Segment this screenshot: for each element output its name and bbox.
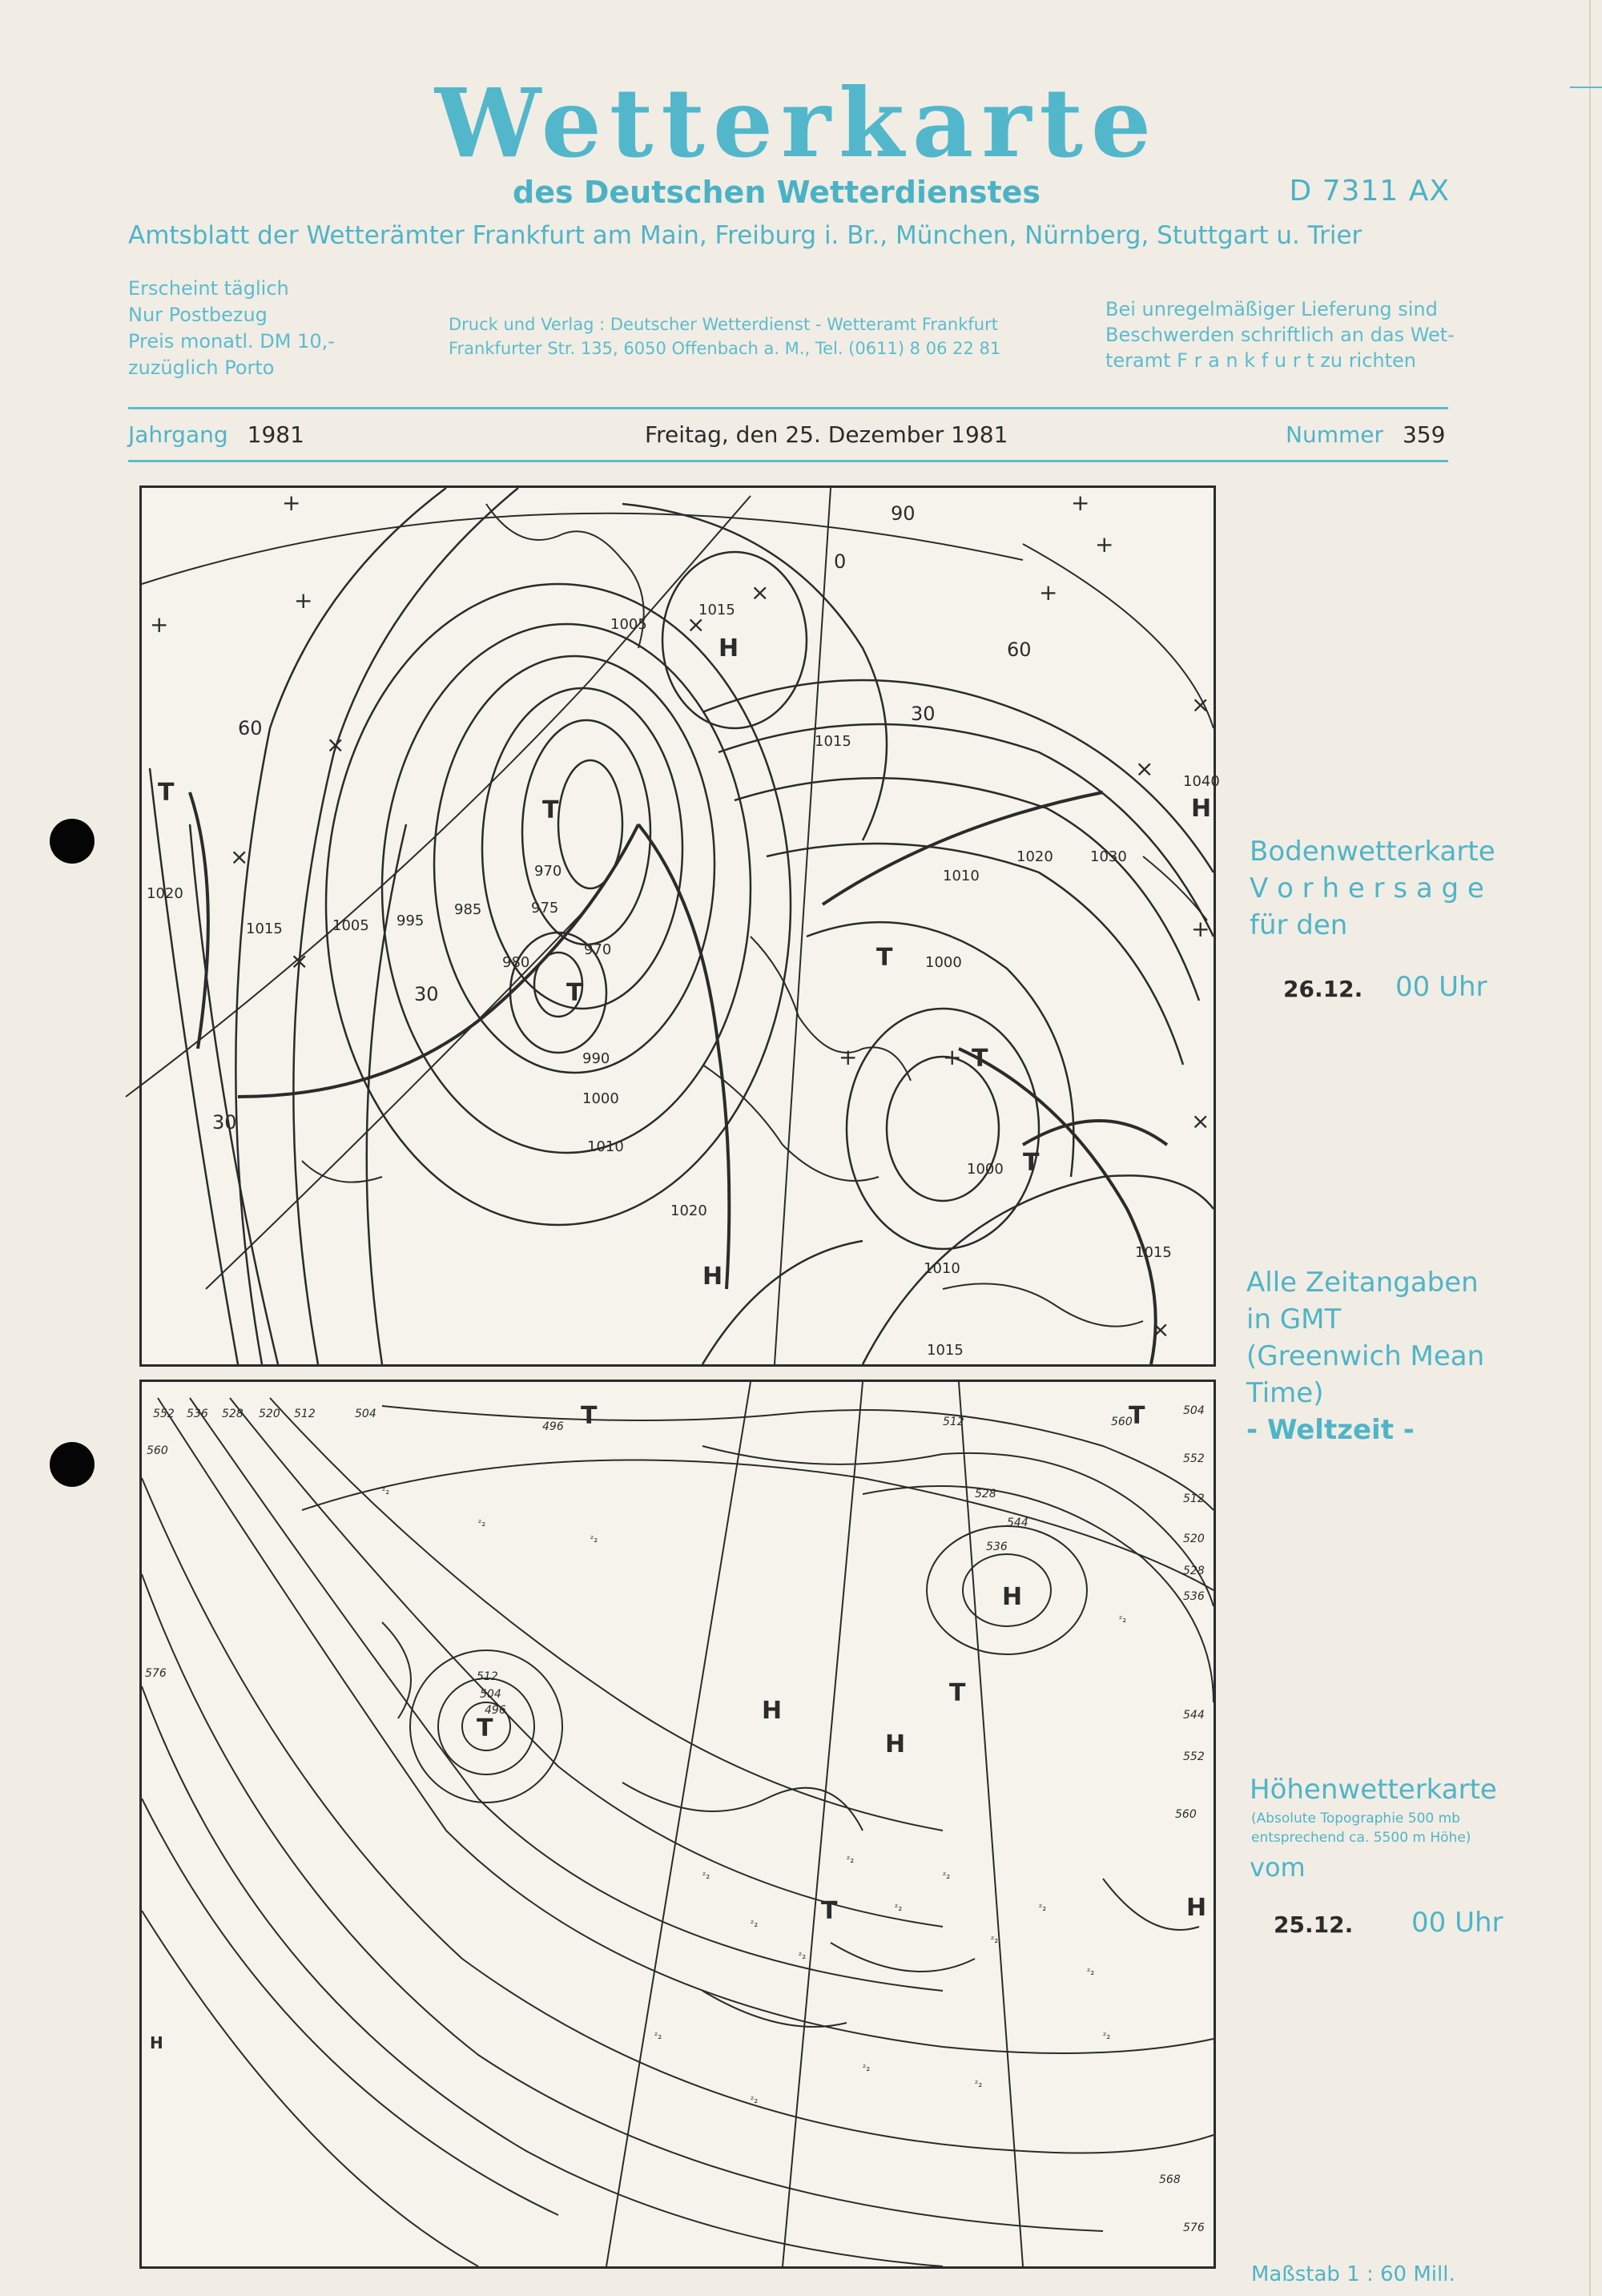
contour-label: 512 <box>943 1416 964 1428</box>
pressure-center: T <box>477 1714 493 1742</box>
surface-map <box>139 485 1220 1367</box>
jahrgang <box>128 421 304 448</box>
svg-text:+: + <box>839 1044 858 1070</box>
contour-label: 568 <box>1159 2173 1181 2186</box>
svg-text:×: × <box>1191 1108 1210 1134</box>
contour-label: 552 <box>153 1408 175 1420</box>
pressure-center: H <box>1186 1894 1207 1922</box>
svg-text:×: × <box>686 611 706 638</box>
punch-hole <box>50 819 95 864</box>
time-note-line: Alle Zeitangaben <box>1246 1267 1479 1299</box>
surface-map-forecast: V o r h e r s a g e <box>1250 872 1484 904</box>
time-note-line: in GMT <box>1246 1303 1342 1335</box>
pressure-center: H <box>702 1263 723 1291</box>
nummer-value: 359 <box>1402 421 1446 448</box>
svg-text:ᶻ₂: ᶻ₂ <box>991 1934 999 1945</box>
contour-label: 528 <box>975 1488 996 1500</box>
pressure-center: H <box>1002 1583 1023 1611</box>
isobar-label: 1015 <box>1135 1244 1172 1261</box>
upper-map-date: 25.12. <box>1274 1911 1354 1938</box>
punch-hole <box>50 1442 95 1487</box>
complaints-info <box>1105 296 1455 373</box>
svg-text:ᶻ₂: ᶻ₂ <box>847 1854 855 1865</box>
isobar-label: 1020 <box>670 1202 707 1219</box>
isobar-label: 990 <box>582 1050 610 1067</box>
time-note-line: Time) <box>1246 1377 1324 1409</box>
publisher-line: Druck und Verlag : Deutscher Wetterdienst - Wetteramt Frankfurt <box>449 315 998 334</box>
svg-text:×: × <box>1135 755 1154 782</box>
top-rule <box>128 407 1448 409</box>
svg-text:ᶻ₂: ᶻ₂ <box>943 1870 951 1881</box>
isobar-label: 1015 <box>815 733 851 750</box>
isobar-label: 1010 <box>943 868 980 884</box>
isobar-label: 1020 <box>147 885 183 902</box>
contour-label: 544 <box>1007 1517 1028 1529</box>
isobar-label: 1040 <box>1183 773 1220 790</box>
subscription-info <box>128 276 335 381</box>
svg-text:+: + <box>1095 531 1114 558</box>
masthead-code: D 7311 AX <box>1289 175 1450 207</box>
isobar-label: 970 <box>584 941 612 958</box>
contour-label: 544 <box>1183 1709 1205 1722</box>
pressure-center: T <box>158 779 175 807</box>
surface-map-for: für den <box>1250 909 1348 941</box>
contour-label: 536 <box>1183 1590 1205 1603</box>
pressure-center: H <box>1191 795 1212 823</box>
contour-label: 512 <box>477 1670 498 1683</box>
isobar-label: 1005 <box>332 917 369 934</box>
map-scale: Maßstab 1 : 60 Mill. <box>1251 2262 1455 2286</box>
svg-text:ᶻ₂: ᶻ₂ <box>1087 1966 1095 1977</box>
pressure-center: T <box>876 944 893 972</box>
grid-label: 30 <box>414 983 439 1005</box>
contour-label: 504 <box>480 1688 501 1701</box>
isobar-label: 1010 <box>587 1138 624 1155</box>
subscription-line: Preis monatl. DM 10,- <box>128 330 335 352</box>
complaints-line: teramt F r a n k f u r t zu richten <box>1105 349 1417 372</box>
isobar-label: 1005 <box>610 616 647 633</box>
pressure-center: T <box>581 1402 598 1430</box>
isobar-label: 985 <box>454 901 482 918</box>
surface-map-date: 26.12. <box>1283 976 1363 1002</box>
svg-text:×: × <box>230 844 249 870</box>
svg-text:ᶻ₂: ᶻ₂ <box>799 1950 807 1961</box>
grid-label: 90 <box>891 502 916 525</box>
svg-text:+: + <box>1071 489 1090 516</box>
pressure-center: T <box>566 979 583 1007</box>
bottom-rule <box>128 460 1448 462</box>
svg-text:ᶻ₂: ᶻ₂ <box>702 1870 710 1881</box>
nummer-label: Nummer <box>1286 421 1383 448</box>
svg-text:×: × <box>326 731 345 758</box>
svg-text:ᶻ₂: ᶻ₂ <box>382 1485 390 1496</box>
pressure-center: T <box>1023 1149 1040 1177</box>
svg-text:+: + <box>943 1044 962 1070</box>
nummer <box>1286 421 1445 448</box>
contour-label: 496 <box>542 1420 564 1433</box>
isobar-label: 1000 <box>967 1161 1004 1178</box>
contour-label: 536 <box>187 1408 208 1420</box>
jahrgang-label: Jahrgang <box>128 421 228 448</box>
surface-map-drawing <box>142 488 1220 1364</box>
masthead-title: Wetterkarte <box>434 67 1160 179</box>
time-note-line: - Weltzeit - <box>1246 1414 1415 1446</box>
svg-text:ᶻ₂: ᶻ₂ <box>895 1902 903 1913</box>
contour-label: 504 <box>355 1408 376 1420</box>
contour-label: 560 <box>1175 1808 1197 1821</box>
grid-label: 0 <box>834 550 847 573</box>
svg-text:ᶻ₂: ᶻ₂ <box>1103 2030 1111 2041</box>
grid-label: 60 <box>1007 638 1032 661</box>
upper-map-time: 00 Uhr <box>1411 1907 1503 1939</box>
svg-text:ᶻ₂: ᶻ₂ <box>1119 1613 1127 1625</box>
contour-label: 560 <box>147 1444 168 1457</box>
surface-map-title: Bodenwetterkarte <box>1250 836 1495 868</box>
time-note <box>1246 1264 1484 1448</box>
svg-text:×: × <box>1151 1316 1170 1343</box>
pressure-center: T <box>1129 1402 1145 1430</box>
masthead-amtsblatt: Amtsblatt der Wetterämter Frankfurt am Main, Freiburg i. Br., München, Nürnberg, Stuttgart u. Trier <box>128 221 1363 250</box>
isobar-label: 1030 <box>1090 848 1127 865</box>
svg-text:ᶻ₂: ᶻ₂ <box>751 1918 759 1929</box>
pressure-center: T <box>972 1045 988 1073</box>
contour-label: 528 <box>222 1408 244 1420</box>
contour-label: 576 <box>145 1667 167 1680</box>
jahrgang-value: 1981 <box>247 421 304 448</box>
contour-label: 536 <box>986 1541 1008 1553</box>
pressure-center: T <box>821 1897 838 1925</box>
grid-label: 60 <box>238 717 263 739</box>
publisher-line: Frankfurter Str. 135, 6050 Offenbach a. M., Tel. (0611) 8 06 22 81 <box>449 339 1001 358</box>
svg-text:+: + <box>150 611 169 638</box>
isobar-label: 970 <box>534 863 562 880</box>
svg-text:ᶻ₂: ᶻ₂ <box>590 1533 598 1545</box>
grid-label: 30 <box>212 1111 237 1134</box>
complaints-line: Bei unregelmäßiger Lieferung sind <box>1105 298 1438 320</box>
contour-label: 576 <box>1183 2221 1205 2234</box>
svg-text:ᶻ₂: ᶻ₂ <box>478 1517 486 1529</box>
issue-date: Freitag, den 25. Dezember 1981 <box>645 421 1008 448</box>
svg-text:+: + <box>1039 579 1058 606</box>
pressure-center: H <box>885 1730 906 1758</box>
isobar-label: 1015 <box>698 602 735 618</box>
isobar-label: 995 <box>396 912 425 929</box>
pressure-center: H <box>718 634 739 663</box>
contour-label: 520 <box>259 1408 280 1420</box>
svg-text:×: × <box>1191 691 1210 718</box>
svg-text:ᶻ₂: ᶻ₂ <box>751 2094 759 2105</box>
isobar-label: 975 <box>531 900 559 916</box>
contour-label: 496 <box>485 1704 506 1717</box>
svg-text:+: + <box>1191 916 1210 942</box>
pressure-center: H <box>762 1697 783 1725</box>
isobar-label: 1015 <box>246 920 283 937</box>
svg-text:+: + <box>282 489 301 516</box>
svg-text:+: + <box>294 587 313 614</box>
pressure-center: T <box>949 1679 966 1707</box>
svg-text:ᶻ₂: ᶻ₂ <box>1039 1902 1047 1913</box>
svg-text:ᶻ₂: ᶻ₂ <box>863 2062 871 2073</box>
upper-map-note-line: (Absolute Topographie 500 mb <box>1251 1811 1460 1827</box>
subscription-line: Nur Postbezug <box>128 304 268 326</box>
isobar-label: 1020 <box>1016 848 1053 865</box>
upper-map-title: Höhenwetterkarte <box>1250 1774 1497 1806</box>
upper-air-map-drawing <box>142 1382 1214 2266</box>
fold-line <box>1589 0 1591 2296</box>
time-note-line: (Greenwich Mean <box>1246 1340 1485 1372</box>
isobar-label: 980 <box>502 954 530 971</box>
svg-text:×: × <box>290 948 309 974</box>
subscription-line: zuzüglich Porto <box>128 356 275 379</box>
contour-label: 504 <box>1183 1404 1205 1417</box>
contour-label: 512 <box>1183 1492 1205 1505</box>
pressure-center: T <box>542 796 559 824</box>
contour-label: 520 <box>1183 1533 1205 1545</box>
svg-text:ᶻ₂: ᶻ₂ <box>654 2030 662 2041</box>
contour-label: 552 <box>1183 1452 1205 1465</box>
upper-map-note <box>1251 1809 1471 1847</box>
surface-map-caption <box>1250 833 1495 944</box>
isobar-label: 1000 <box>925 954 962 971</box>
svg-text:×: × <box>751 579 770 606</box>
upper-air-map <box>139 1380 1216 2269</box>
upper-map-vom: vom <box>1250 1852 1306 1883</box>
svg-text:ᶻ₂: ᶻ₂ <box>975 2078 983 2089</box>
subscription-line: Erscheint täglich <box>128 277 289 300</box>
isobar-label: 1010 <box>924 1260 960 1277</box>
upper-map-note-line: entsprechend ca. 5500 m Höhe) <box>1251 1830 1471 1846</box>
contour-label: 560 <box>1111 1416 1133 1428</box>
complaints-line: Beschwerden schriftlich an das Wet- <box>1105 324 1455 346</box>
isobar-label: 1015 <box>927 1342 964 1359</box>
contour-label: 528 <box>1183 1565 1205 1577</box>
contour-label: 512 <box>294 1408 316 1420</box>
pressure-center: H <box>150 2033 163 2052</box>
contour-label: 552 <box>1183 1750 1205 1763</box>
masthead-subtitle: des Deutschen Wetterdienstes <box>513 175 1041 210</box>
isobar-label: 1000 <box>582 1090 619 1107</box>
publisher-info <box>449 312 1000 361</box>
surface-map-time: 00 Uhr <box>1395 971 1487 1003</box>
grid-label: 30 <box>911 703 936 725</box>
